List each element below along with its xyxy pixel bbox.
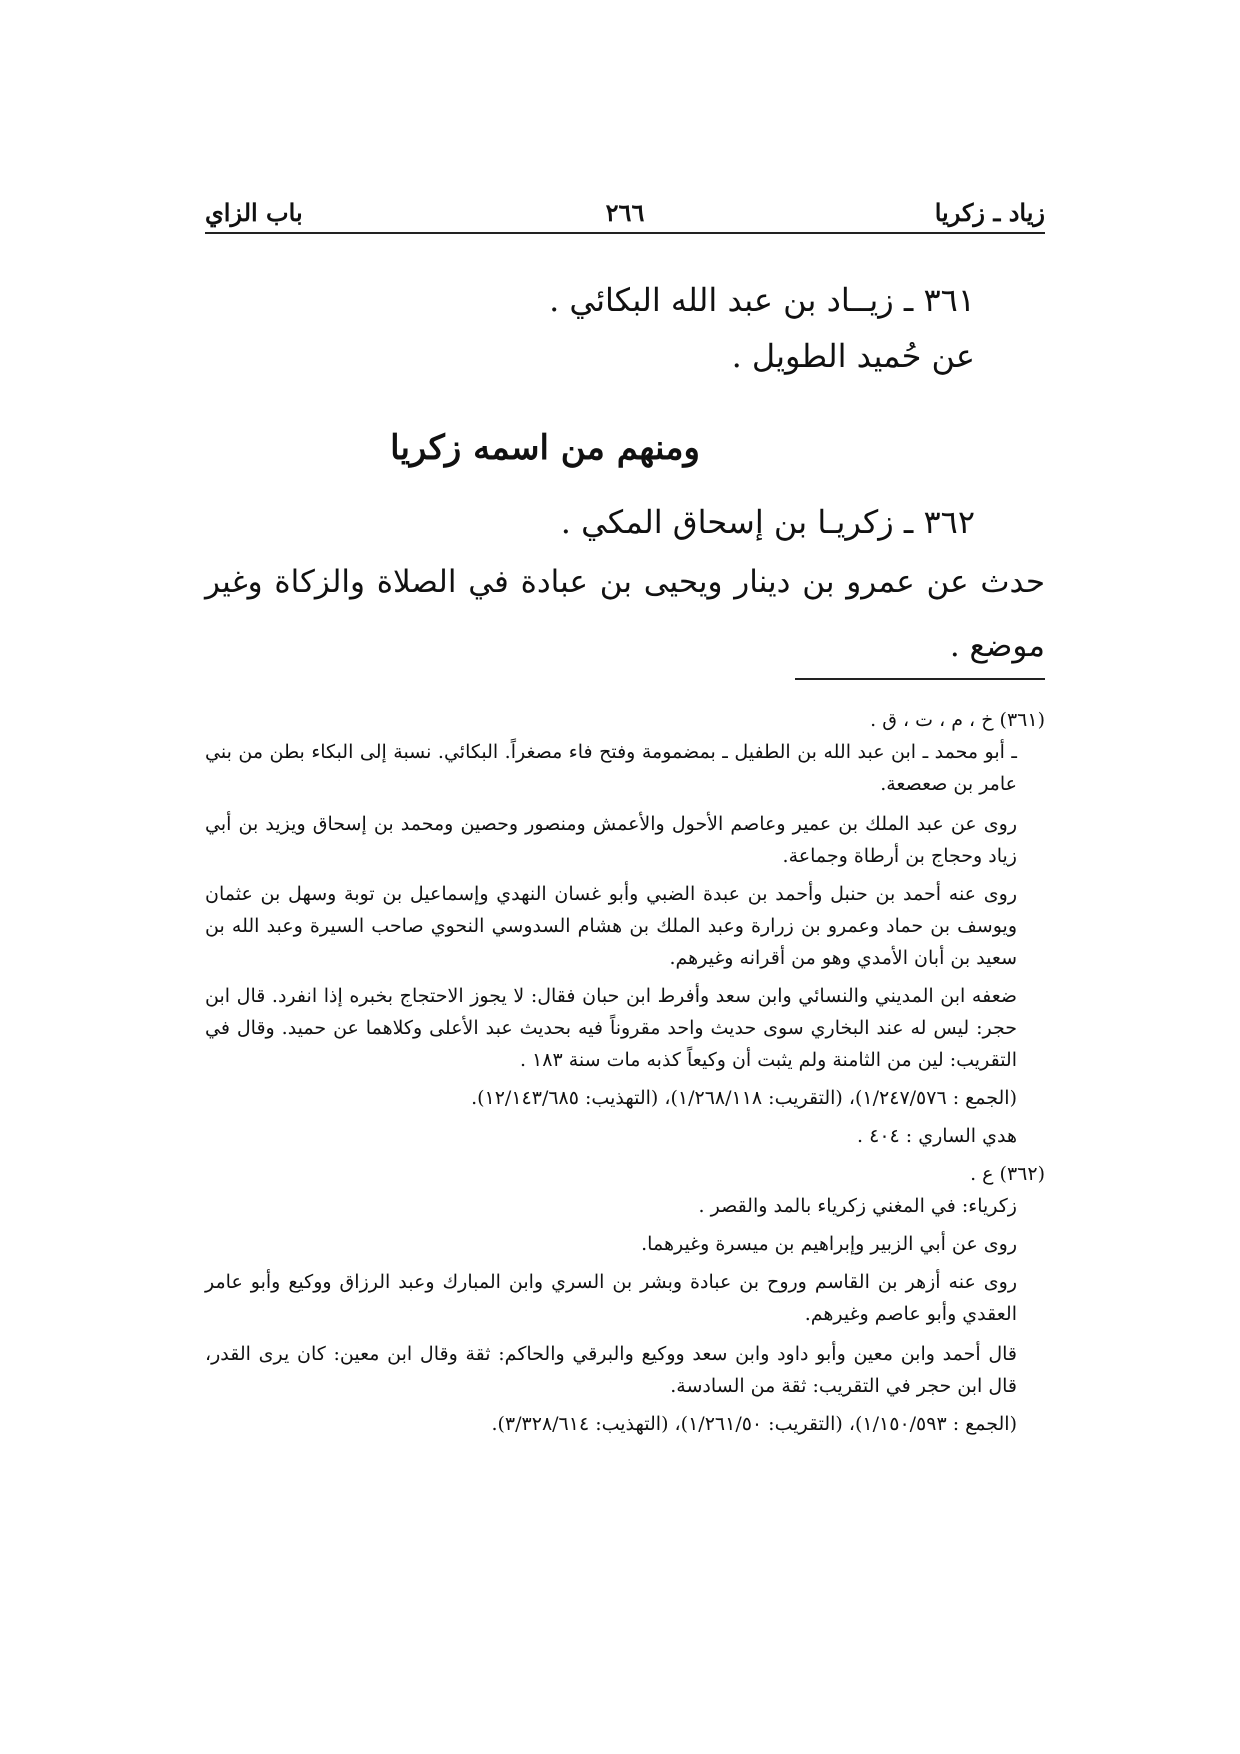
note-361-p2: روى عن عبد الملك بن عمير وعاصم الأحول والأعمش ومنصور وحصين ومحمد بن إسحاق ويزيد بن أبي زياد وحجاج بن أرطاة وجماعة. xyxy=(205,813,1017,867)
header-left-title: باب الزاي xyxy=(205,198,303,227)
entry-361-title: ٣٦١ ـ زيــاد بن عبد الله البكائي . xyxy=(549,281,975,319)
note-362-p4: قال أحمد وابن معين وأبو داود وابن سعد ووكيع والبرقي والحاكم: ثقة وقال ابن معين: كان يرى القدر، قال ابن حجر في التقريب: ثقة من السادسة. xyxy=(205,1343,1017,1397)
entry-362-title: ٣٦٢ ـ زكريـا بن إسحاق المكي . xyxy=(560,503,975,541)
footnotes xyxy=(205,704,1045,1446)
note-361-p3: روى عنه أحمد بن حنبل وأحمد بن عبدة الضبي وأبو غسان النهدي وإسماعيل بن توبة وسهل بن عثمان ويوسف بن حماد وعمرو بن زرارة وعبد الملك بن هشام السدوسي النحوي صاحب السيرة وعبد الله بن سعيد بن أبان الأمدي وهو من أقرانه وغيرهم. xyxy=(205,883,1017,969)
note-361-body xyxy=(205,736,1045,1152)
note-361-head: (٣٦١) خ ، م ، ت ، ق . xyxy=(870,709,1045,731)
section-heading: ومنهم من اسمه زكريا xyxy=(390,428,700,468)
header-right-title: زياد ـ زكريا xyxy=(934,198,1045,227)
note-361-p4: ضعفه ابن المديني والنسائي وابن سعد وأفرط ابن حبان فقال: لا يجوز الاحتجاج بخبره إذا انفرد. قال ابن حجر: ليس له عند البخاري سوى حديث واحد مقروناً فيه بحديث عبد الأعلى وكلاهما عن حميد. وقال في التقريب: لين من الثامنة ولم يثبت أن وكيعاً كذبه مات سنة ١٨٣ . xyxy=(205,985,1017,1071)
entry-362-body: حدث عن عمرو بن دينار ويحيى بن عبادة في الصلاة والزكاة وغير موضع . xyxy=(205,564,1045,664)
note-361-p6: هدي الساري : ٤٠٤ . xyxy=(857,1125,1017,1147)
note-362-head: (٣٦٢) ع . xyxy=(970,1163,1045,1185)
entry-361-line: عن حُميد الطويل . xyxy=(731,337,975,375)
main-text xyxy=(205,272,1045,678)
page-number: ٢٦٦ xyxy=(605,198,645,227)
note-362-p2: روى عن أبي الزبير وإبراهيم بن ميسرة وغيرهما. xyxy=(641,1233,1017,1255)
note-362-p1: زكرياء: في المغني زكرياء بالمد والقصر . xyxy=(698,1195,1017,1217)
note-361-p5: (الجمع : ١/٢٤٧/٥٧٦)، (التقريب: ١/٢٦٨/١١٨)، (التهذيب: ١٢/١٤٣/٦٨٥). xyxy=(471,1087,1017,1109)
note-362-body xyxy=(205,1190,1045,1440)
header-divider xyxy=(205,232,1045,234)
note-361-p1: ـ أبو محمد ـ ابن عبد الله بن الطفيل ـ بمضمومة وفتح فاء مصغراً. البكائي. نسبة إلى البكاء بطن من بني عامر بن صعصعة. xyxy=(205,741,1017,795)
footnote-divider xyxy=(795,678,1045,680)
note-362-p3: روى عنه أزهر بن القاسم وروح بن عبادة وبشر بن السري وابن المبارك وعبد الرزاق ووكيع وأبو عامر العقدي وأبو عاصم وغيرهم. xyxy=(205,1271,1017,1325)
note-362-p5: (الجمع : ١/١٥٠/٥٩٣)، (التقريب: ١/٢٦١/٥٠)، (التهذيب: ٣/٣٢٨/٦١٤). xyxy=(491,1413,1017,1435)
